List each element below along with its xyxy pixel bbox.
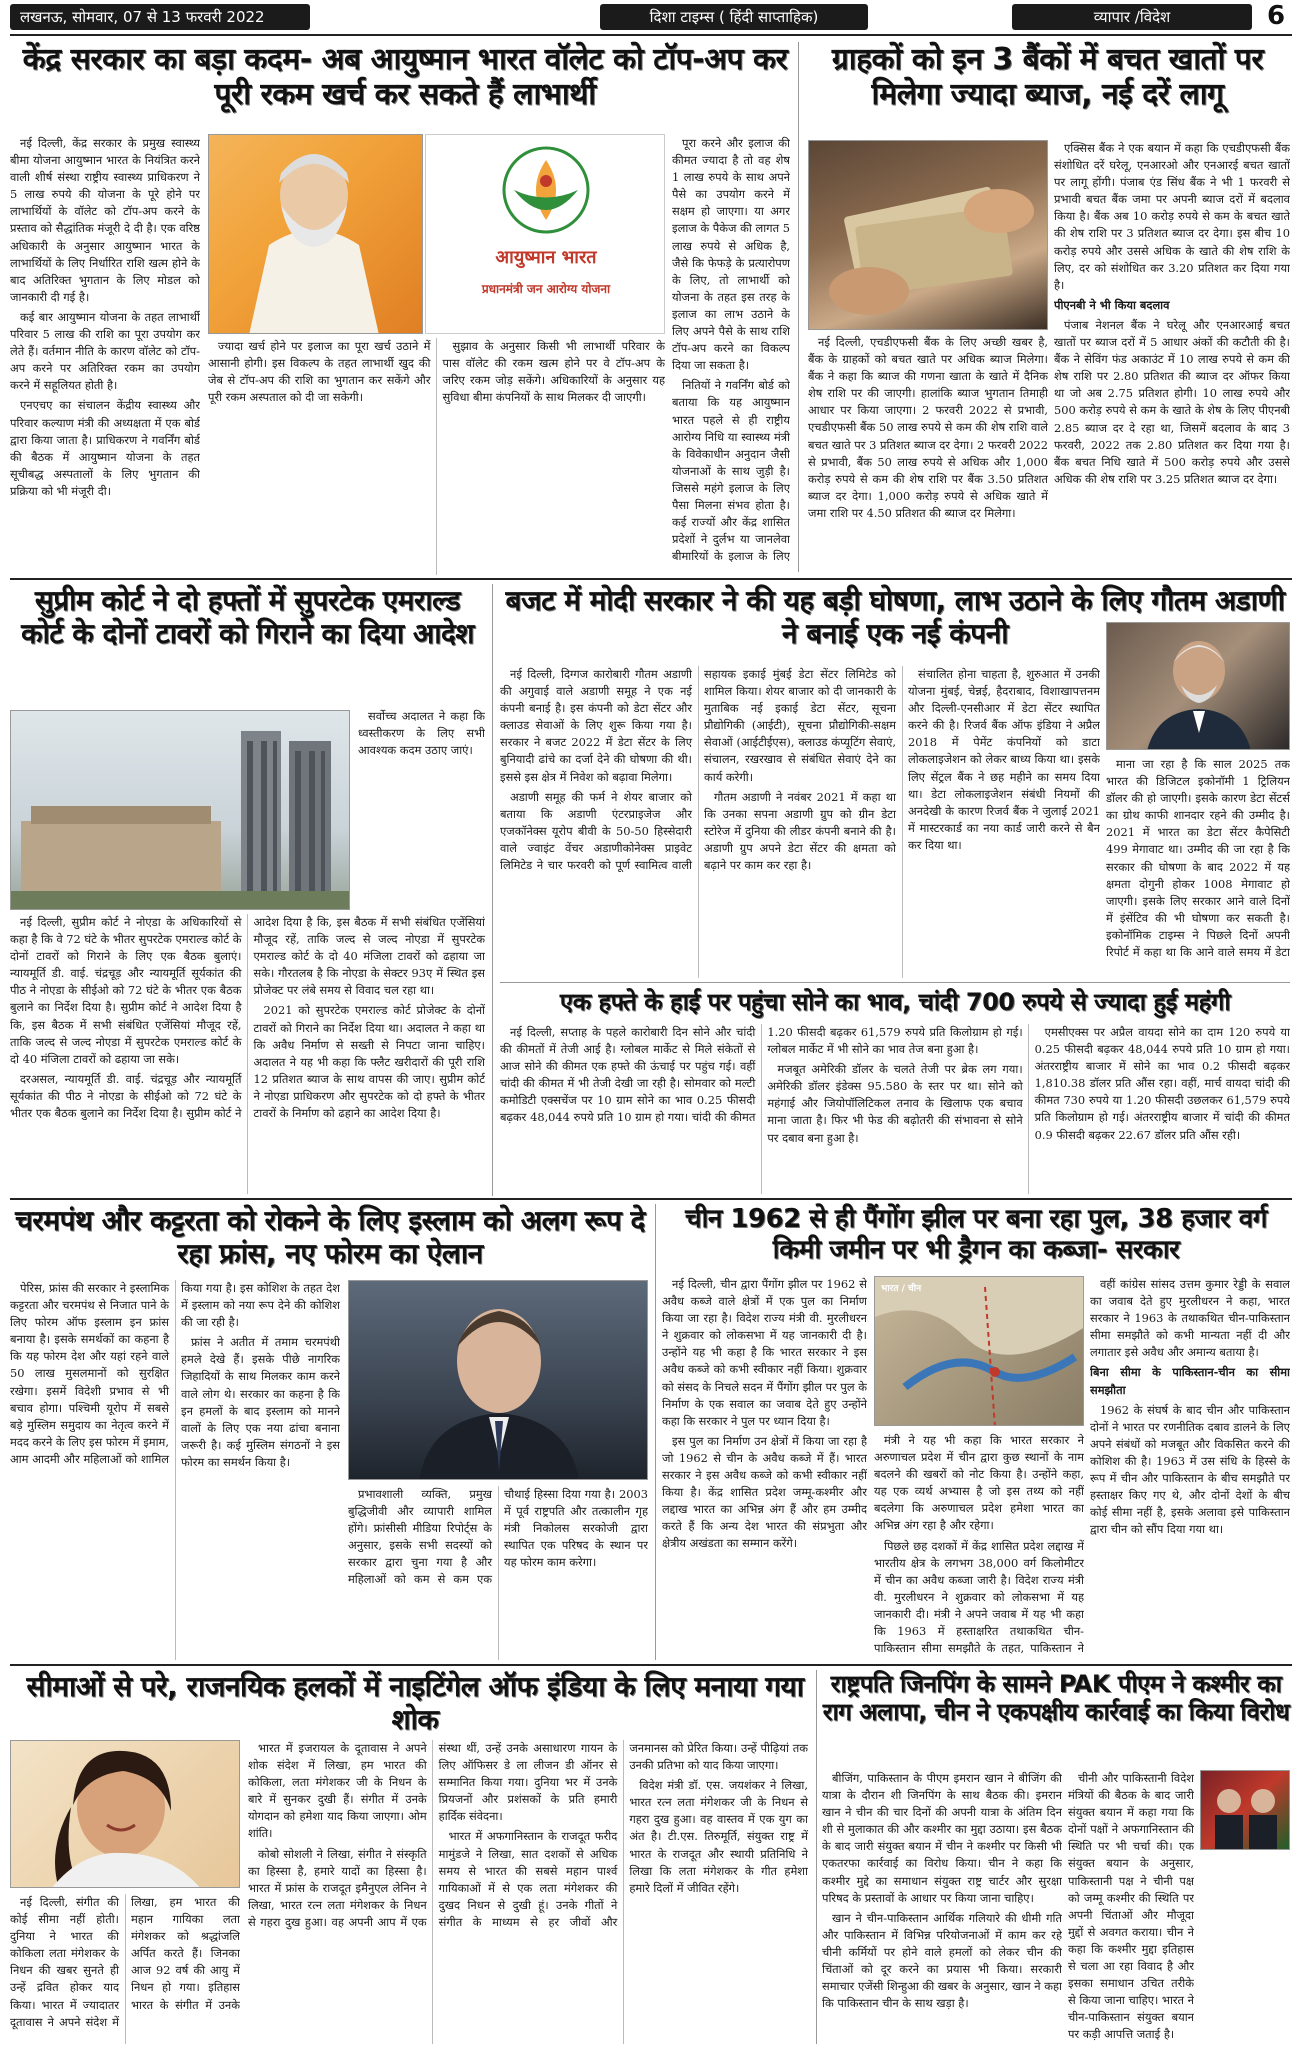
leaders-meeting-icon bbox=[1201, 1771, 1290, 1850]
jinping-headline: राष्ट्रपति जिनपिंग के सामने PAK पीएम ने कश्मीर का राग अलापा, चीन ने एकपक्षीय कार्रवाई का किया विरोध bbox=[822, 1670, 1290, 1727]
adani-headline: बजट में मोदी सरकार ने की यह बड़ी घोषणा, लाभ उठाने के लिए गौतम अडाणी ने बनाई एक नई कंपनी bbox=[505, 584, 1285, 651]
france-body-a bbox=[10, 1280, 340, 1660]
map-caption: भारत / चीन bbox=[881, 1284, 922, 1294]
lata-body-b bbox=[248, 1740, 808, 2044]
ayushman-para: नई दिल्ली, केंद्र सरकार के प्रमुख स्वास्थ्य बीमा योजना आयुष्मान भारत के नियंत्रित करने वाली शीर्ष संस्था राष्ट्रीय स्वास्थ्य प्राधिकरण ने 5 लाख रुपये की योजना के पूरे होने पर लाभार्थियों के वॉलेट को टॉप-अप करने के प्रस्ताव को सैद्धांतिक मंजूरी दे दी है। एक वरिष्ठ अधिकारी के अनुसार आयुष्मान भारत के लाभार्थियों के लिए निर्धारित राशि खत्म होने के बाद अतिरिक्त भुगतान के लिए मोडल को जानकारी दी गई है। bbox=[10, 136, 200, 304]
supreme-para: नई दिल्ली, सुप्रीम कोर्ट ने नोएडा के अधिकारियों से कहा है कि वे 72 घंटे के भीतर सुपरटेक एमराल्ड कोर्ट के दोनों टावरों को गिराने के लिए एक बैठक बुलाएं। न्यायमूर्ति डी. वाई. चंद्रचूड़ और न्यायमूर्ति सूर्यकांत की पीठ ने नोएडा के सीईओ को 72 घंटे के भीतर एक बैठक बुलाने का निर्देश दिया है। सुप्रीम कोर्ट ने आदेश दिया है कि, इस बैठक में सभी संबंधित एजेंसियां मौजूद रहें, ताकि जल्द से जल्द नोएडा में सुपरटेक एमराल्ड कोर्ट के दो 40 मंजिला टावरों को ढहाया जा सके। bbox=[10, 915, 242, 1066]
lata-para: भारत में अफगानिस्तान के राजदूत फरीद मामुंडजे ने लिखा, सात दशकों से अधिक समय से भारत की सबसे महान पार्श्व गायिकाओं में से एक लता मंगेशकर की दुखद निधन से दुखी हूं। उनके गीतों ने संगीत के माध्यम से हर जीवों और जनमानस को प्रेरित किया। उन्हें पीढ़ियां तक उनकी प्रतिभा को याद किया जाएगा। bbox=[438, 1741, 808, 1929]
adani-photo bbox=[1106, 622, 1290, 750]
column-divider bbox=[655, 1204, 656, 1660]
adani-para: गौतम अडाणी ने नवंबर 2021 में कहा था कि उनका सपना अडाणी ग्रुप को ग्रीन डेटा स्टोरेज में दुनिया की लीडर कंपनी बनाने की है। अडाणी ग्रुप अपने डेटा सेंटर की क्षमता को बढ़ाने पर काम कर रहा है। bbox=[704, 789, 896, 873]
section-rule bbox=[10, 578, 1292, 580]
ayushman-body-c bbox=[672, 135, 790, 575]
adani-body-a bbox=[500, 666, 1100, 978]
france-para: फ्रांस ने अतीत में तमाम चरमपंथी हमले देखे हैं। इसके पीछे नागरिक जिहादियों के साथ मिलकर काम करने वाले लोग थे। सरकार का कहना है कि इन हमलों के बाद इस्लाम को मानने वालों के लिए एक नया ढांचा बनाना जरूरी है। कई मुस्लिम संगठनों ने इस फोरम का समर्थन किया है। bbox=[181, 1335, 340, 1469]
gold-para: एमसीएक्स पर अप्रैल वायदा सोने का दाम 120 रुपये या 0.25 फीसदी बढ़कर 48,044 रुपये प्रति 10 ग्राम हो गया। अंतरराष्ट्रीय बाजार में सोने का भाव 0.2 फीसदी बढ़कर 1,810.38 डॉलर प्रति औंस रहा। वहीं, मार्च वायदा चांदी की कीमत 730 रुपये या 1.20 फीसदी उछलकर 61,579 रुपये प्रति किलोग्राम हो गई। अंतरराष्ट्रीय बाजार में चांदी की कीमत 0.9 फीसदी बढ़कर 22.67 डॉलर प्रति औंस रही। bbox=[1034, 1025, 1290, 1142]
section-label: दिशा टाइम्स ( हिंदी साप्ताहिक) bbox=[600, 4, 868, 30]
ayushman-para: कई बार आयुष्मान योजना के तहत लाभार्थी परिवार 5 लाख की राशि का पूरा उपयोग कर लेते हैं। वर्तमान नीति के कारण वॉलेट को टॉप-अप करने पर अतिरिक्त रकम का उपयोग करने में सहूलियत होती है। bbox=[10, 309, 200, 393]
supreme-body-b bbox=[10, 914, 485, 1194]
china-headline: चीन 1962 से ही पैंगोंग झील पर बना रहा पुल, 38 हजार वर्ग किमी जमीन पर भी ड्रैगन का कब्जा- सरकार bbox=[685, 1204, 1267, 1265]
china-body-b bbox=[874, 1432, 1084, 1660]
ayushman-para: पूरा करने और इलाज की कीमत ज्यादा है तो वह शेष 1 लाख रुपये के साथ अपने पैसे का उपयोग करने में सक्षम हो जाएगा। या अगर इलाज के पैकेज की लागत 5 लाख रुपये से अधिक है, जैसे कि फेफड़े के प्रत्यारोपण के लिए, तो लाभार्थी को योजना के तहत इस तरह के इलाज का लाभ उठाने के लिए अपने पैसे के साथ राशि टॉप-अप करने का विकल्प दिया जा सकता है। bbox=[672, 136, 790, 373]
portrait-icon bbox=[349, 1281, 648, 1480]
supreme-body-a bbox=[358, 708, 485, 908]
supreme-para: सर्वोच्च अदालत ने कहा कि ध्वस्तीकरण के लिए सभी आवश्यक कदम उठाए जाएं। bbox=[358, 709, 485, 758]
adani-para: संचालित होना चाहता है, शुरुआत में उनकी योजना मुंबई, चेन्नई, हैदराबाद, विशाखापत्तनम और दिल्ली-एनसीआर में डेटा सेंटर स्थापित करने की है। रिजर्व बैंक ऑफ इंडिया ने अप्रैल 2018 में पेमेंट कंपनियों को डाटा लोकलाइजेशन को लेकर बाध्य किया था। इसके लिए सेंट्रल बैंक ने छह महीने का समय दिया था। डेटा लोकलाइजेशन संबंधी नियमों की अनदेखी के कारण रिजर्व बैंक ने जुलाई 2021 में मास्टरकार्ड का नया कार्ड जारी करने से बैन कर दिया था। bbox=[908, 667, 1100, 852]
ayushman-body-b bbox=[208, 338, 665, 575]
adani-para: अडाणी समूह की फर्म ने शेयर बाजार को बताया कि अडाणी एंटरप्राइजेज और एजकॉनेक्स यूरोप बीवी के 50-50 हिस्सेदारी वाले ज्वाइंट वेंचर अडाणीकोनेक्स प्राइवेट लिमिटेड ने चार फरवरी को पूर्ण स्वामित्व वाली सहायक इकाई मुंबई डेटा सेंटर लिमिटेड को शामिल किया। शेयर बाजार को दी जानकारी के मुताबिक नई इकाई डेटा सेंटर, सूचना प्रौद्योगिकी (आईटी), सूचना प्रौद्योगिकी-सक्षम सेवाओं (आईटीईएस), क्लाउड कंप्यूटिंग सेवाएं, संचालन, रखरखाव से संबंधित सेवाएं देने का कार्य करेगी। bbox=[500, 667, 896, 873]
lata-body-a bbox=[10, 1894, 240, 2044]
china-para: नई दिल्ली, चीन द्वारा पैंगोंग झील पर 1962 से अवैध कब्जे वाले क्षेत्रों में एक पुल का निर्माण किया जा रहा है। विदेश राज्य मंत्री वी. मुरलीधरन ने शुक्रवार को लोकसभा में यह जानकारी दी है। उन्होंने यह भी कहा है कि भारत सरकार ने इस अवैध कब्जे को कभी स्वीकार नहीं किया। शुक्रवार को संसद के निचले सदन में पैंगोंग झील पर पुल के निर्माण के एक सवाल का जवाब देते हुए उन्होंने कहा कि सरकार ने पुल पर ध्यान दिया है। bbox=[662, 1277, 867, 1428]
china-para: पिछले छह दशकों में केंद्र शासित प्रदेश लद्दाख में भारतीय क्षेत्र के लगभग 38,000 वर्ग किलोमीटर में चीन का अवैध कब्जा जारी है। विदेश राज्य मंत्री वी. मुरलीधरन ने शुक्रवार को लोकसभा में यह जानकारी दी। मंत्री ने अपने जवाब में यह भी कहा कि 1963 में हस्ताक्षरित तथाकथित चीन-पाकिस्तान सीमा समझौते के तहत, पाकिस्तान ने bbox=[874, 1538, 1084, 1656]
section-rule bbox=[10, 1664, 1292, 1666]
jinping-photo bbox=[1200, 1770, 1290, 1850]
ayushman-logo-sub: प्रधानमंत्री जन आरोग्य योजना bbox=[481, 282, 611, 296]
lata-para: कोबो सोशली ने लिखा, संगीत ने संस्कृति का हिस्सा है, हमारे यादों का हिस्सा है। भारत में फ्रांस के राजदूत इमैनुएल लेनिन ने लिखा, भारत रत्न लता मंगेशकर के निधन से गहरा दुख हुआ। वह अपनी आप में एक संस्था थीं, उन्हें उनके असाधारण गायन के लिए ऑफिसर डे ला लीजन डी ऑनर से सम्मानित किया गया। दुनिया भर में उनके प्रियजनों और प्रशंसकों के प्रति हमारी हार्दिक संवेदना। bbox=[248, 1741, 618, 1929]
towers-icon bbox=[11, 711, 350, 910]
column-divider bbox=[492, 584, 493, 1196]
ayushman-logo bbox=[425, 134, 665, 334]
ayushman-body-a bbox=[10, 135, 200, 575]
adani-body-b bbox=[1106, 756, 1290, 978]
banks-headline: ग्राहकों को इन 3 बैंकों में बचत खातों पर मिलेगा ज्यादा ब्याज, नई दरें लागू bbox=[831, 42, 1264, 113]
china-body-c bbox=[1090, 1276, 1290, 1660]
ayushman-para: एनएचए का संचालन केंद्रीय स्वास्थ्य और परिवार कल्याण मंत्री की अध्यक्षता में एक बोर्ड द्वारा किया जाता है। प्राधिकरण ने गवर्निंग बोर्ड की बैठक में आयुष्मान योजना के तहत सूचीबद्ध अस्पतालों के लिए भुगतान की प्रक्रिया को भी मंजूरी दी। bbox=[10, 398, 200, 498]
column-divider bbox=[816, 1670, 817, 2044]
france-body-b bbox=[348, 1486, 648, 1660]
france-para: प्रभावशाली व्यक्ति, प्रमुख बुद्धिजीवी और व्यापारी शामिल होंगे। फ्रांसीसी मीडिया रिपोर्ट्स के अनुसार, इसके सभी सदस्यों को सरकार द्वारा चुना गया है और महिलाओं को कम से कम एक चौथाई हिस्सा दिया गया है। 2003 में पूर्व राष्ट्रपति और तत्कालीन गृह मंत्री निकोलस सरकोजी द्वारा स्थापित एक परिषद के स्थान पर यह फोरम काम करेगा। bbox=[348, 1487, 648, 1587]
section-rule bbox=[500, 982, 1290, 983]
lata-para: विदेश मंत्री डॉ. एस. जयशंकर ने लिखा, भारत रत्न लता मंगेशकर जी के निधन से गहरा दुख हुआ। वह वास्तव में एक युग का अंत है। टी.एस. तिरुमूर्ति, संयुक्त राष्ट्र में भारत के राजदूत और स्थायी प्रतिनिधि ने लिखा कि लता मंगेशकर के गीत हमेशा हमारे दिलों में जीवित रहेंगे। bbox=[629, 1778, 808, 1895]
supreme-para: दरअसल, न्यायमूर्ति डी. वाई. चंद्रचूड़ और न्यायमूर्ति सूर्यकांत की पीठ ने नोएडा के सीईओ को 72 घंटे के भीतर एक बैठक बुलाने का निर्देश दिया है। सुप्रीम कोर्ट ने आदेश दिया है कि, इस बैठक में सभी संबंधित एजेंसियां मौजूद रहें, ताकि जल्द से जल्द नोएडा में सुपरटेक एमराल्ड कोर्ट के दो 40 मंजिला टावरों को ढहाया जा सके। गौरतलब है कि नोएडा के सेक्टर 93ए में स्थित इस प्रोजेक्ट पर लंबे समय से विवाद चल रहा था। bbox=[10, 915, 485, 1121]
supreme-headline: सुप्रीम कोर्ट ने दो हफ्तों में सुपरटेक एमराल्ड कोर्ट के दोनों टावरों को गिराने का दिया आदेश bbox=[21, 584, 474, 651]
banks-body-a bbox=[808, 334, 1048, 574]
china-para: वहीं कांग्रेस सांसद उत्तम कुमार रेड्डी के सवाल का जवाब देते हुए मुरलीधरन ने कहा, भारत सरकार ने 1963 के तथाकथित चीन-पाकिस्तान सीमा समझौते को कभी मान्यता नहीं दी और लगातार इसे अवैध और अमान्य बताया है। bbox=[1090, 1277, 1290, 1360]
gold-body bbox=[500, 1024, 1290, 1194]
adani-para: माना जा रहा है कि साल 2025 तक भारत की डिजिटल इकोनॉमी 1 ट्रिलियन डॉलर की हो जाएगी। इसके कारण डेटा सेंटर्स का ग्रोथ काफी शानदार रहने की उम्मीद है। 2021 में भारत का डेटा सेंटर कैपेसिटी 499 मेगावाट था। उम्मीद की जा रहा है कि सरकार की घोषणा के बाद 2022 में यह क्षमता दोगुनी होकर 1008 मेगावाट हो जाएगी। इसके लिए सरकार आने वाले दिनों में इंसेंटिव की भी घोषणा कर सकती है। इकोनॉमिक टाइम्स ने पिछले दिनों अपनी रिपोर्ट में कहा था कि आने वाले समय में डेटा bbox=[1106, 757, 1290, 960]
lata-headline: सीमाओं से परे, राजनयिक हलकों में नाइटिंगेल ऑफ इंडिया के लिए मनाया गया शोक bbox=[26, 1670, 804, 1737]
china-subhead: बिना सीमा के पाकिस्तान-चीन का सीमा समझौता bbox=[1090, 1365, 1290, 1397]
map-icon bbox=[875, 1277, 1084, 1426]
supreme-para: 2021 को सुपरटेक एमराल्ड कोर्ट प्रोजेक्ट के दोनों टावरों को गिराने का निर्देश दिया था। अदालत ने कहा था कि अवैध निर्माण से सख्ती से निपटा जाना चाहिए। अदालत ने यह भी कहा कि फ्लैट खरीदारों की पूरी राशि 12 प्रतिशत ब्याज के साथ वापस की जाए। सुप्रीम कोर्ट ने नोएडा प्राधिकरण और सुपरटेक को दो हफ्ते के भीतर टावरों के निर्माण को ढहाने का आदेश दिया है। bbox=[253, 1003, 485, 1121]
top-rule bbox=[10, 34, 1292, 36]
jinping-body-a bbox=[822, 1770, 1062, 2044]
jinping-body-b bbox=[1068, 1770, 1194, 2044]
issue-date: लखनऊ, सोमवार, 07 से 13 फरवरी 2022 bbox=[10, 4, 310, 30]
ayushman-para: नितियों ने गवर्निंग बोर्ड को बताया कि यह आयुष्मान भारत पहले से ही राष्ट्रीय आरोग्य निधि या स्वास्थ्य मंत्री के विवेकाधीन अनुदान जैसी योजनाओं के साथ जुड़ी है। जिससे महंगे इलाज के लिए पैसा मिलना संभव होता है। कई राज्यों और केंद्र शासित प्रदेशों ने दुर्लभ या जानलेवा बीमारियों के इलाज के लिए bbox=[672, 378, 790, 564]
jinping-para: चीनी और पाकिस्तानी विदेश मंत्रियों की बैठक के बाद जारी संयुक्त बयान में कहा गया कि दोनों पक्षों ने अफगानिस्तान की स्थिति पर भी चर्चा की। एक संयुक्त बयान के अनुसार, पाकिस्तानी पक्ष ने चीनी पक्ष को जम्मू कश्मीर की स्थिति पर अपनी चिंताओं और मौजूदा मुद्दों से अवगत कराया। चीन ने कहा कि कश्मीर मुद्दा इतिहास से चला आ रहा विवाद है और इसका समाधान उचित तरीके से किया जाना चाहिए। भारत ने चीन-पाकिस्तान संयुक्त बयान पर कड़ी आपत्ति जताई है। bbox=[1068, 1771, 1194, 2042]
section-label-right: व्यापार /विदेश bbox=[1012, 4, 1252, 30]
banks-photo bbox=[808, 140, 1048, 330]
supertech-photo bbox=[10, 710, 350, 910]
banks-body-b bbox=[1054, 140, 1290, 574]
ayushman-para: ज्यादा खर्च होने पर इलाज का पूरा खर्च उठाने में आसानी होगी। इस विकल्प के तहत लाभार्थी खुद की जेब से टॉप-अप की राशि का भुगतान कर सकेंगे और पूरी रकम अस्पताल को दी जा सकेगी। bbox=[208, 339, 431, 405]
banks-para: एक्सिस बैंक ने एक बयान में कहा कि एचडीएफसी बैंक संशोधित दरें घरेलू, एनआरओ और एनआरई बचत खातों पर लागू होंगी। पंजाब एंड सिंध बैंक ने भी 1 फरवरी से प्रभावी बचत बैंक जमा पर अपनी ब्याज दरों में बदलाव किया है। बैंक अब 10 करोड़ रुपये से कम के बचत खाते की शेष राशि पर 3 प्रतिशत ब्याज दर देगा। इस बीच 10 करोड़ रुपये और उससे अधिक के खाते की शेष राशि के लिए, दर को संशोधित कर 3.20 प्रतिशत कर दिया गया है। bbox=[1054, 141, 1290, 292]
ayushman-headline: केंद्र सरकार का बड़ा कदम- अब आयुष्मान भारत वॉलेट को टॉप-अप कर पूरी रकम खर्च कर सकते हैं लाभार्थी bbox=[22, 42, 788, 113]
gold-para: नई दिल्ली, सप्ताह के पहले कारोबारी दिन सोने और चांदी की कीमतों में तेजी आई है। ग्लोबल मार्केट से मिले संकेतों से आज सोने की कीमत एक हफ्ते की ऊंचाई पर पहुंच गई। वहीं चांदी की कीमत में भी तेजी देखी जा रही है। सोमवार को मल्टी कमोडिटी एक्सचेंज पर 10 ग्राम सोने का भाव 0.25 फीसदी बढ़कर 48,044 रुपये प्रति 10 ग्राम हो गया। चांदी की कीमत 1.20 फीसदी बढ़कर 61,579 रुपये प्रति किलोग्राम हो गई। ग्लोबल मार्केट में भी सोने का भाव तेज बना हुआ है। bbox=[500, 1025, 1023, 1125]
ayushman-photo bbox=[208, 134, 423, 334]
cash-counting-icon bbox=[809, 141, 1048, 330]
banks-para: पंजाब नेशनल बैंक ने घरेलू और एनआरआई बचत खातों पर ब्याज दरों में 5 आधार अंकों की कटौती की है। बैंक ने सेविंग फंड अकाउंट में 10 लाख रुपये से कम की शेष राशि पर 2.80 प्रतिशत की ब्याज दर ऑफर किया था जो अब 2.75 प्रतिशत होगी। 10 लाख रुपये और 500 करोड़ रुपये से कम के खाते के शेष के लिए पीएनबी 2.85 ब्याज दर दे रहा था, जिसमें बदलाव के बाद 3 फरवरी, 2022 तक 2.80 प्रतिशत कर दिया गया है। बैंक बचत निधि खाते में 500 करोड़ रुपये और उससे अधिक की शेष राशि पर 3.25 प्रतिशत ब्याज दर देगा। bbox=[1054, 317, 1290, 486]
ayushman-logo-title: आयुष्मान भारत bbox=[495, 247, 597, 268]
france-para: पेरिस, फ्रांस की सरकार ने इस्लामिक कट्टरता और चरमपंथ से निजात पाने के लिए फोरम ऑफ इस्लाम इन फ्रांस बनाया है। इसके समर्थकों का कहना है कि यह फोरम देश और यहां रहने वाले 50 लाख मुसलमानों को सुरक्षित रखेगा। इसमें विदेशी प्रभाव से भी बचाव होगा। पश्चिमी यूरोप में सबसे बड़े मुस्लिम समुदाय का नेतृत्व करने में मदद करने के लिए इस फोरम में इमाम, आम आदमी और महिलाओं को शामिल किया गया है। इस कोशिश के तहत देश में इस्लाम को नया रूप देने की कोशिश की जा रही है। bbox=[10, 1281, 340, 1466]
column-divider bbox=[798, 42, 799, 572]
jinping-para: बीजिंग, पाकिस्तान के पीएम इमरान खान ने बीजिंग की यात्रा के दौरान शी जिनपिंग के साथ बैठक की। इमरान खान ने चीन की चार दिनों की अपनी यात्रा के अंतिम दिन शी से मुलाकात की और कश्मीर का मुद्दा उठाया। इस बैठक के बाद जारी संयुक्त बयान में चीन ने कश्मीर पर किसी भी एकतरफा कार्रवाई का विरोध किया। चीन ने कहा कि कश्मीर मुद्दे का समाधान संयुक्त राष्ट्र चार्टर और सुरक्षा परिषद के प्रस्तावों के आधार पर किया जाना चाहिए। bbox=[822, 1771, 1062, 1905]
macron-photo bbox=[348, 1280, 648, 1480]
gold-headline: एक हफ्ते के हाई पर पहुंचा सोने का भाव, चांदी 700 रुपये से ज्यादा हुई महंगी bbox=[559, 988, 1231, 1016]
ayushman-para: सुझाव के अनुसार किसी भी लाभार्थी परिवार के पास वॉलेट की रकम खत्म होने पर वे टॉप-अप के जरिए रकम जोड़ सकेंगे। अधिकारियों के अनुसार यह सुविधा बीमा कंपनियों के साथ मिलकर दी जाएगी। bbox=[442, 339, 665, 405]
section-rule bbox=[10, 1198, 1292, 1200]
gold-para: मजबूत अमेरिकी डॉलर के चलते तेजी पर ब्रेक लग गया। अमेरिकी डॉलर इंडेक्स 95.580 के स्तर पर था। सोने को महंगाई और जियोपॉलिटिकल तनाव के खिलाफ एक बचाव माना जाता है। फिर भी फेड की बढ़ोतरी की संभावना से सोने पर दबाव बना हुआ है। bbox=[767, 1062, 1023, 1145]
pm-portrait-icon bbox=[209, 135, 423, 334]
portrait-icon bbox=[11, 1741, 240, 1888]
china-para: 1962 के संघर्ष के बाद चीन और पाकिस्तान दोनों ने भारत पर रणनीतिक दबाव डालने के लिए अपने संबंधों को मजबूत और विकसित करने की कोशिश की है। 1963 में उस संधि के हिस्से के रूप में चीन और पाकिस्तान के बीच समझौते पर हस्ताक्षर किए गए थे, और दोनों देशों के बीच कोई सीमा नहीं है, इसके अलावा इसे पाकिस्तान द्वारा चीन को सौंप दिया गया था। bbox=[1090, 1402, 1290, 1537]
china-para: इस पुल का निर्माण उन क्षेत्रों में किया जा रहा है जो 1962 से चीन के अवैध कब्जे में हैं। भारत सरकार ने इस अवैध कब्जे को कभी स्वीकार नहीं किया है। केंद्र शासित प्रदेश जम्मू-कश्मीर और लद्दाख भारत का अभिन्न अंग हैं और हम उम्मीद करते हैं कि अन्य देश भारत की संप्रभुता और क्षेत्रीय अखंडता का सम्मान करेंगे। bbox=[662, 1433, 867, 1551]
lata-para: भारत में इजरायल के दूतावास ने अपने शोक संदेश में लिखा, हम भारत की कोकिला, लता मंगेशकर जी के निधन के बारे में सुनकर दुखी हैं। संगीत में उनके योगदान को हमेशा याद किया जाएगा। ओम शांति। bbox=[248, 1741, 427, 1841]
lata-photo bbox=[10, 1740, 240, 1888]
adani-para: नई दिल्ली, दिग्गज कारोबारी गौतम अडाणी की अगुवाई वाले अडाणी समूह ने एक नई कंपनी बनाई है। इस कंपनी को डेटा सेंटर और क्लाउड सेवाओं के लिए शुरू किया गया है। सरकार ने बजट 2022 में डेटा सेंटर के लिए बुनियादी ढांचे का दर्जा देने की घोषणा की थी। इससे इस क्षेत्र में निवेश को बढ़ावा मिलेगा। bbox=[500, 667, 692, 784]
jinping-para: खान ने चीन-पाकिस्तान आर्थिक गलियारे की धीमी गति और पाकिस्तान में विभिन्न परियोजनाओं में काम कर रहे चीनी कर्मियों पर होने वाले हमलों को लेकर चीन की चिंताओं को दूर करने का प्रयास भी किया। सरकारी समाचार एजेंसी शिन्हुआ की खबर के अनुसार, खान ने कहा कि पाकिस्तान चीन के साथ खड़ा है। bbox=[822, 1910, 1062, 2011]
china-body-a bbox=[662, 1276, 867, 1660]
lata-para: नई दिल्ली, संगीत की कोई सीमा नहीं होती। दुनिया ने भारत की कोकिला लता मंगेशकर के निधन की खबर सुनते ही उन्हें द्रवित होकर याद किया। भारत में ज्यादातर दूतावास ने अपने संदेश में लिखा, हम भारत की महान गायिका लता मंगेशकर को श्रद्धांजलि अर्पित करते हैं। जिनका आज 92 वर्ष की आयु में निधन हो गया। इतिहास भारत के संगीत में उनके bbox=[10, 1895, 240, 2029]
page-number: 6 bbox=[1266, 1, 1286, 31]
france-headline: चरमपंथ और कट्टरता को रोकने के लिए इस्लाम को अलग रूप दे रहा फ्रांस, नए फोरम का ऐलान bbox=[15, 1204, 645, 1271]
china-map bbox=[874, 1276, 1084, 1426]
portrait-icon bbox=[1107, 623, 1290, 750]
banks-para: नई दिल्ली, एचडीएफसी बैंक के लिए अच्छी खबर है, बैंक के ग्राहकों को बचत खाते पर अधिक ब्याज मिलेगा। बैंक ने कहा कि ब्याज की गणना खाता के खाते में दैनिक शेष राशि पर की जाएगी। हालांकि ब्याज भुगतान तिमाही आधार पर किया जाएगा। 2 फरवरी 2022 से प्रभावी, एचडीएफसी बैंक 50 लाख रुपये से कम की शेष राशि वाले बचत खाते पर 3 प्रतिशत ब्याज दर देगा। 2 फरवरी 2022 से प्रभावी, बैंक 50 लाख रुपये से अधिक और 1,000 करोड़ रुपये से कम की शेष राशि पर बैंक 3.50 प्रतिशत ब्याज दर देगा। 1,000 करोड़ रुपये से अधिक खाते में जमा राशि पर 4.50 प्रतिशत की ब्याज दर मिलेगा। bbox=[808, 335, 1048, 520]
banks-subhead: पीएनबी ने भी किया बदलाव bbox=[1054, 297, 1170, 312]
china-para: मंत्री ने यह भी कहा कि भारत सरकार ने अरुणाचल प्रदेश में चीन द्वारा कुछ स्थानों के नाम बदलने की खबरों को नोट किया है। उन्होंने कहा, यह एक व्यर्थ अभ्यास है जो इस तथ्य को नहीं बदलेगा कि अरुणाचल प्रदेश हमेशा भारत का अभिन्न अंग रहा है और रहेगा। bbox=[874, 1433, 1084, 1533]
